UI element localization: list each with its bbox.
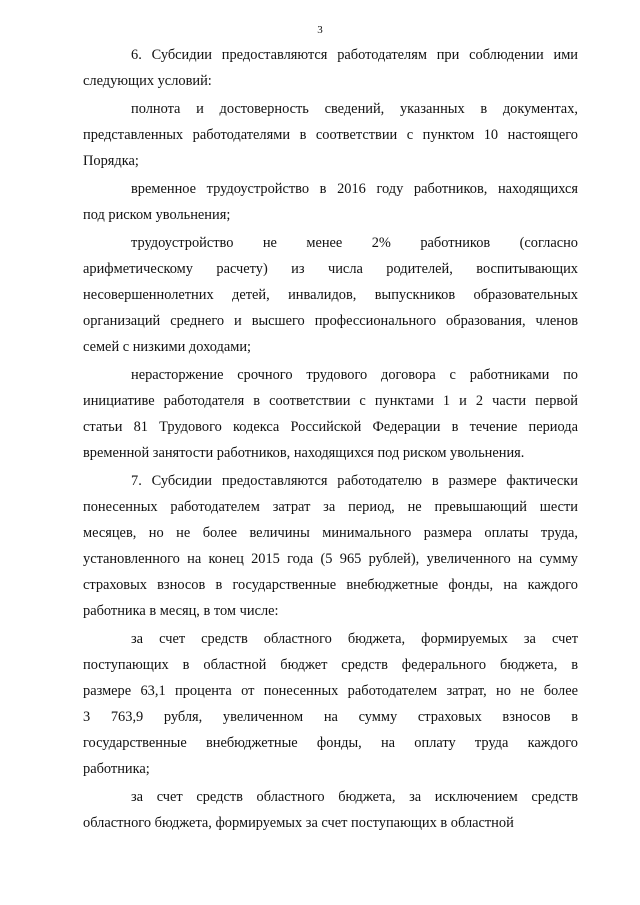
text-line: месяцев, но не более величины минимального размера оплаты труда,	[83, 525, 578, 541]
text-line: размере 63,1 процента от понесенных работодателем затрат, но не более	[83, 683, 578, 699]
text-line: инициативе работодателя в соответствии с пунктами 1 и 2 части первой	[83, 393, 578, 409]
paragraph-6	[0, 42, 640, 94]
page-number: 3	[317, 24, 323, 36]
paragraph-7	[0, 468, 640, 624]
text-line: организаций среднего и высшего профессионального образования, членов	[83, 313, 578, 329]
text-line: несовершеннолетних детей, инвалидов, выпускников образовательных	[83, 287, 578, 303]
text-line: понесенных работодателем затрат за период, не превышающий шести	[83, 499, 578, 515]
text-line: трудоустройство не менее 2% работников (согласно	[131, 235, 578, 251]
text-line: арифметическому расчету) из числа родителей, воспитывающих	[83, 261, 578, 277]
text-line: временное трудоустройство в 2016 году работников, находящихся	[131, 181, 578, 197]
text-line: за счет средств областного бюджета, за исключением средств	[131, 789, 578, 805]
text-line: работника в месяц, в том числе:	[83, 603, 279, 619]
text-line: полнота и достоверность сведений, указанных в документах,	[131, 101, 578, 117]
text-line: 3 763,9 рубля, увеличенном на сумму страховых взносов в	[83, 709, 578, 725]
text-line: государственные внебюджетные фонды, на оплату труда каждого	[83, 735, 578, 751]
paragraph-employment-share	[0, 230, 640, 360]
text-line: следующих условий:	[83, 73, 212, 89]
text-line: 7. Субсидии предоставляются работодателю в размере фактически	[131, 473, 578, 489]
paragraph-temporary-employment	[0, 176, 640, 228]
text-line: 6. Субсидии предоставляются работодателям при соблюдении ими	[131, 47, 578, 63]
document-body	[0, 42, 640, 836]
paragraph-completeness	[0, 96, 640, 174]
text-line: представленных работодателями в соответствии с пунктом 10 настоящего	[83, 127, 578, 143]
text-line: страховых взносов в государственные внебюджетные фонды, на каждого	[83, 577, 578, 593]
paragraph-regional-federal-funds	[0, 626, 640, 782]
text-line: нерасторжение срочного трудового договора с работниками по	[131, 367, 578, 383]
text-line: установленного на конец 2015 года (5 965 рублей), увеличенного на сумму	[83, 551, 578, 567]
text-line: Порядка;	[83, 153, 139, 169]
paragraph-regional-funds	[0, 784, 640, 836]
text-line: работника;	[83, 761, 150, 777]
text-line: временной занятости работников, находящихся под риском увольнения.	[83, 445, 525, 461]
text-line: семей с низкими доходами;	[83, 339, 252, 355]
text-line: поступающих в областной бюджет средств федерального бюджета, в	[83, 657, 578, 673]
text-line: областного бюджета, формируемых за счет поступающих в областной	[83, 815, 514, 831]
text-line: статьи 81 Трудового кодекса Российской Федерации в течение периода	[83, 419, 578, 435]
text-line: под риском увольнения;	[83, 207, 231, 223]
text-line: за счет средств областного бюджета, формируемых за счет	[131, 631, 578, 647]
paragraph-non-termination	[0, 362, 640, 466]
